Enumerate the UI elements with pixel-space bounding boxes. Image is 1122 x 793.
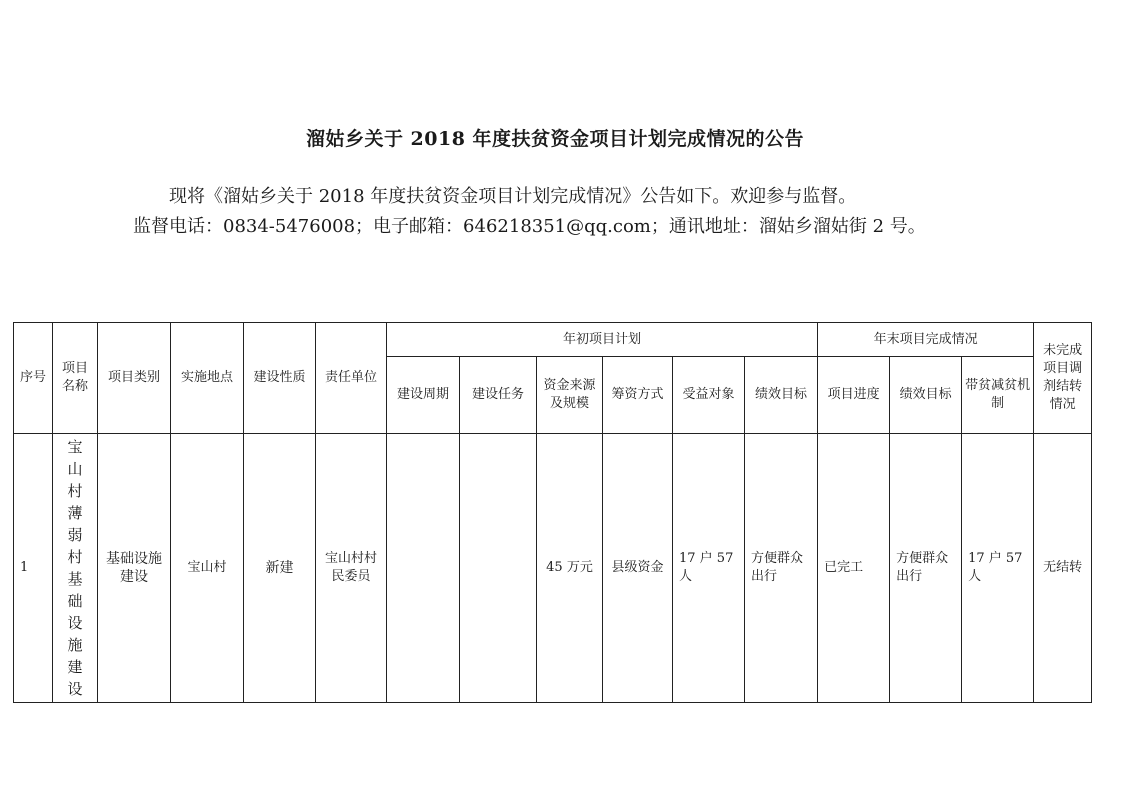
cell-beneficiary: 17 户 57 人 [673,434,745,703]
cell-goal: 方便群众出行 [745,434,818,703]
cell-unfinished: 无结转 [1034,434,1092,703]
header-location: 实施地点 [171,323,244,434]
header-period: 建设周期 [387,357,460,434]
header-unfinished: 未完成项目调剂结转情况 [1034,323,1092,434]
cell-period [387,434,460,703]
cell-progress: 已完工 [818,434,890,703]
cell-location: 宝山村 [171,434,244,703]
header-nature: 建设性质 [244,323,316,434]
header-project-name: 项目名称 [53,323,98,434]
header-financing: 筹资方式 [603,357,673,434]
header-row-1 [14,323,1092,357]
header-performance: 绩效目标 [890,357,962,434]
cell-category: 基础设施建设 [98,434,171,703]
header-seq: 序号 [14,323,53,434]
cell-mechanism: 17 户 57 人 [962,434,1034,703]
intro-paragraph [133,182,926,242]
cell-performance: 方便群众出行 [890,434,962,703]
intro-line-notice: 现将《溜姑乡关于 2018 年度扶贫资金项目计划完成情况》公告如下。欢迎参与监督。 [169,186,857,207]
intro-line-contact: 监督电话：0834-5476008；电子邮箱：646218351@qq.com；通讯地址：溜姑乡溜姑街 2 号。 [133,216,926,237]
cell-project-name-text: 宝山村薄弱村基础设施建设 [67,438,83,698]
header-task: 建设任务 [460,357,537,434]
cell-nature: 新建 [244,434,316,703]
header-beneficiary: 受益对象 [673,357,745,434]
header-unit: 责任单位 [316,323,387,434]
page-title: 溜姑乡关于 2018 年度扶贫资金项目计划完成情况的公告 [305,128,805,150]
cell-financing: 县级资金 [603,434,673,703]
header-progress: 项目进度 [818,357,890,434]
cell-fund-source: 45 万元 [537,434,603,703]
header-fund-source: 资金来源及规模 [537,357,603,434]
report-table [13,322,1092,703]
cell-task [460,434,537,703]
cell-project-name [53,434,98,703]
cell-seq: 1 [14,434,53,703]
header-mechanism: 带贫减贫机制 [962,357,1034,434]
header-completion-group: 年末项目完成情况 [818,323,1034,357]
cell-unit: 宝山村村民委员 [316,434,387,703]
header-category: 项目类别 [98,323,171,434]
header-plan-group: 年初项目计划 [387,323,818,357]
header-goal: 绩效目标 [745,357,818,434]
table-row [14,434,1092,703]
